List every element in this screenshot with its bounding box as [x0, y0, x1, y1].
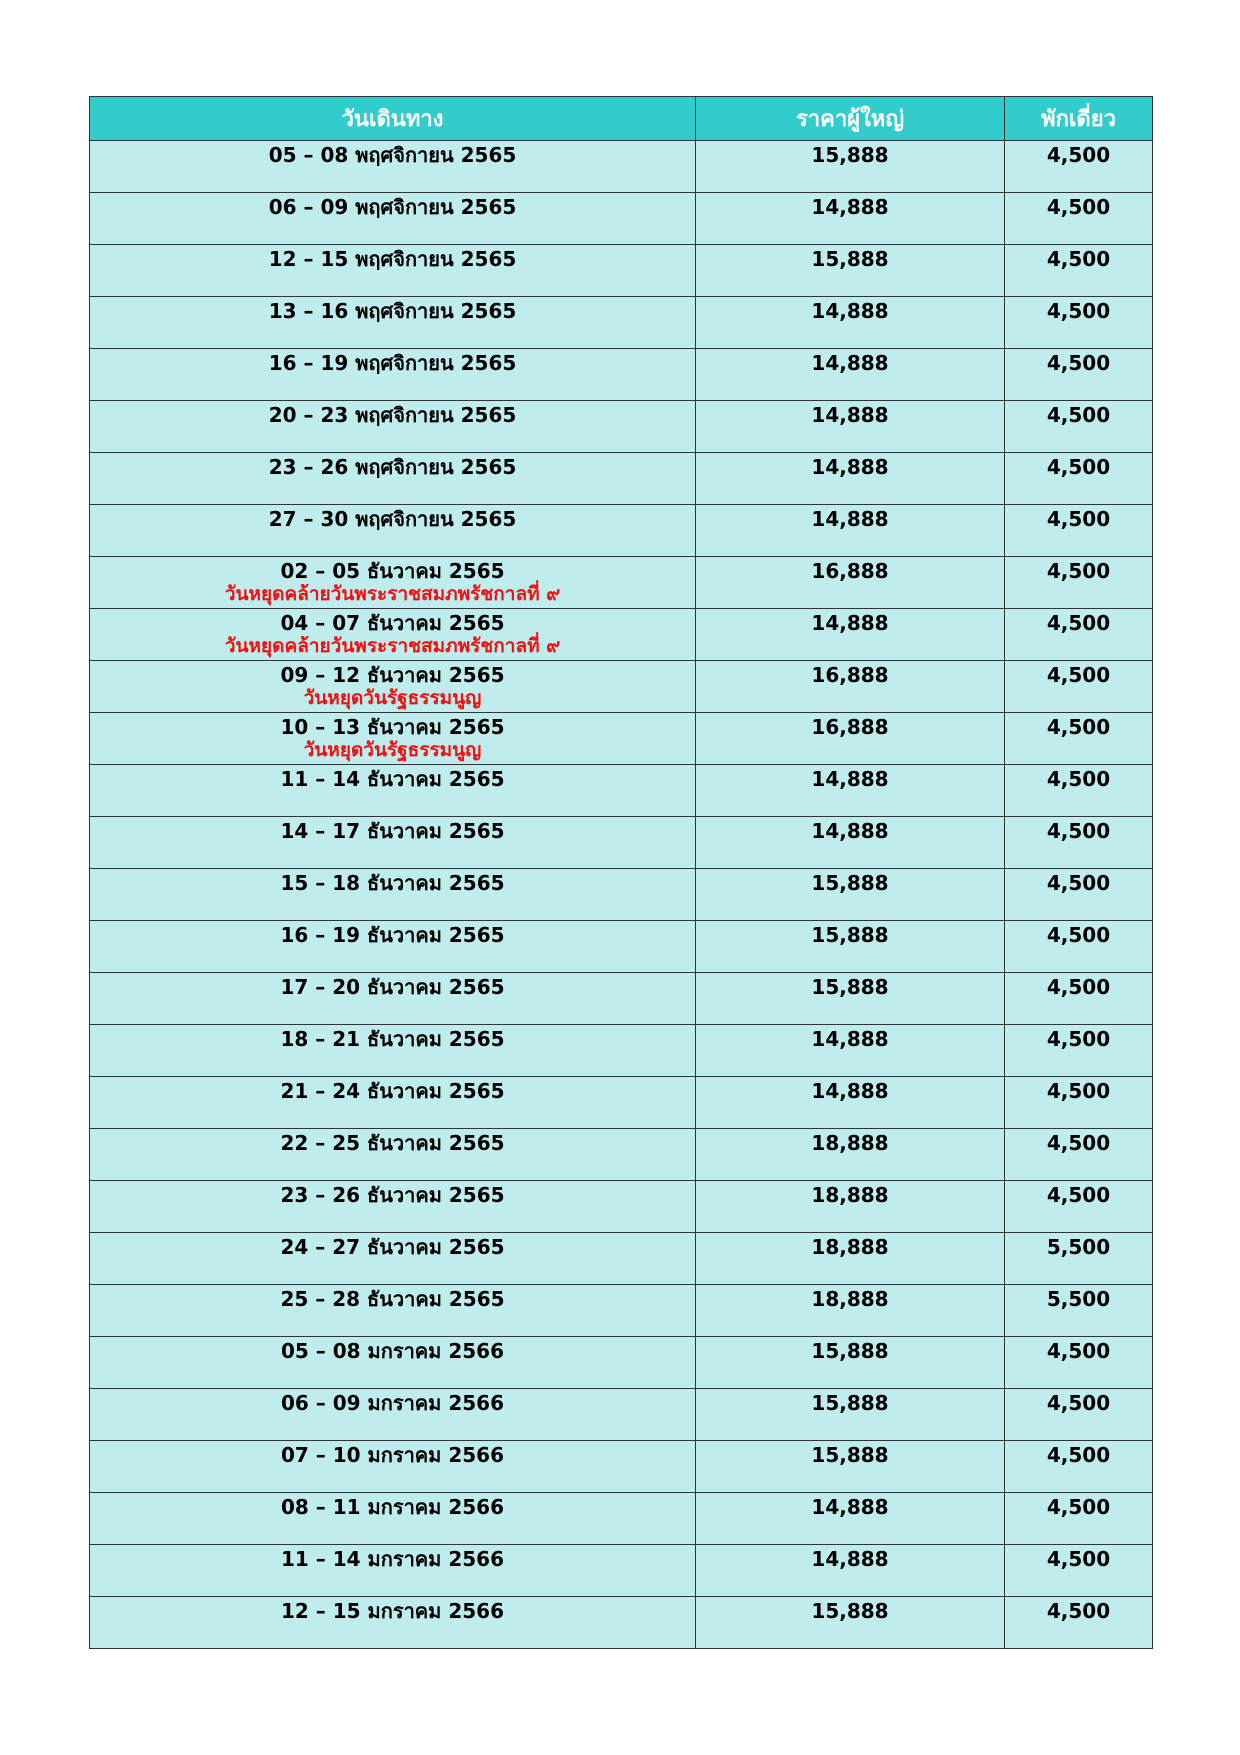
travel-date: 23 – 26 พฤศจิกายน 2565 — [268, 455, 517, 479]
single-supplement-cell: 5,500 — [1005, 1285, 1153, 1337]
single-supplement-cell: 5,500 — [1005, 1233, 1153, 1285]
single-supplement-cell: 4,500 — [1005, 1597, 1153, 1649]
single-supplement-cell: 4,500 — [1005, 505, 1153, 557]
travel-date-cell — [90, 1025, 696, 1077]
table-row — [90, 713, 1153, 765]
table-row — [90, 1545, 1153, 1597]
adult-price-cell: 14,888 — [696, 1545, 1005, 1597]
single-supplement-cell: 4,500 — [1005, 1493, 1153, 1545]
travel-date: 10 – 13 ธันวาคม 2565 — [280, 715, 505, 739]
header-travel-date: วันเดินทาง — [90, 97, 696, 141]
single-supplement-cell: 4,500 — [1005, 1077, 1153, 1129]
adult-price-cell: 14,888 — [696, 817, 1005, 869]
travel-date-cell — [90, 245, 696, 297]
travel-date-cell — [90, 661, 696, 713]
travel-date: 25 – 28 ธันวาคม 2565 — [280, 1287, 505, 1311]
single-supplement-cell: 4,500 — [1005, 713, 1153, 765]
single-supplement-cell: 4,500 — [1005, 401, 1153, 453]
single-supplement-cell: 4,500 — [1005, 765, 1153, 817]
table-row — [90, 1025, 1153, 1077]
travel-date-cell — [90, 193, 696, 245]
price-table — [89, 96, 1153, 1649]
table-body — [90, 141, 1153, 1649]
holiday-note: วันหยุดวันรัฐธรรมนูญ — [303, 739, 482, 761]
travel-date-cell — [90, 1129, 696, 1181]
travel-date: 17 – 20 ธันวาคม 2565 — [280, 975, 505, 999]
table-row — [90, 1077, 1153, 1129]
table-row — [90, 1493, 1153, 1545]
travel-date: 11 – 14 มกราคม 2566 — [280, 1547, 504, 1571]
travel-date-cell — [90, 973, 696, 1025]
travel-date-cell — [90, 1077, 696, 1129]
travel-date-cell — [90, 921, 696, 973]
adult-price-cell: 15,888 — [696, 1597, 1005, 1649]
travel-date: 16 – 19 ธันวาคม 2565 — [280, 923, 505, 947]
adult-price-cell: 15,888 — [696, 1389, 1005, 1441]
holiday-note: วันหยุดวันรัฐธรรมนูญ — [303, 687, 482, 709]
single-supplement-cell: 4,500 — [1005, 349, 1153, 401]
single-supplement-cell: 4,500 — [1005, 245, 1153, 297]
table-row — [90, 1233, 1153, 1285]
adult-price-cell: 18,888 — [696, 1233, 1005, 1285]
travel-date: 18 – 21 ธันวาคม 2565 — [280, 1027, 505, 1051]
travel-date: 11 – 14 ธันวาคม 2565 — [280, 767, 505, 791]
travel-date-cell — [90, 453, 696, 505]
adult-price-cell: 16,888 — [696, 661, 1005, 713]
travel-date-cell — [90, 401, 696, 453]
single-supplement-cell: 4,500 — [1005, 193, 1153, 245]
table-row — [90, 349, 1153, 401]
single-supplement-cell: 4,500 — [1005, 1181, 1153, 1233]
adult-price-cell: 15,888 — [696, 1337, 1005, 1389]
table-row — [90, 453, 1153, 505]
travel-date: 24 – 27 ธันวาคม 2565 — [280, 1235, 505, 1259]
adult-price-cell: 14,888 — [696, 505, 1005, 557]
travel-date: 27 – 30 พฤศจิกายน 2565 — [268, 507, 517, 531]
adult-price-cell: 15,888 — [696, 921, 1005, 973]
table-row — [90, 1337, 1153, 1389]
holiday-note: วันหยุดคล้ายวันพระราชสมภพรัชกาลที่ ๙ — [224, 583, 561, 605]
travel-date-cell — [90, 1337, 696, 1389]
adult-price-cell: 14,888 — [696, 453, 1005, 505]
travel-date-cell — [90, 505, 696, 557]
adult-price-cell: 18,888 — [696, 1285, 1005, 1337]
single-supplement-cell: 4,500 — [1005, 817, 1153, 869]
single-supplement-cell: 4,500 — [1005, 1129, 1153, 1181]
single-supplement-cell: 4,500 — [1005, 1389, 1153, 1441]
single-supplement-cell: 4,500 — [1005, 453, 1153, 505]
single-supplement-cell: 4,500 — [1005, 1337, 1153, 1389]
header-row — [90, 97, 1153, 141]
adult-price-cell: 15,888 — [696, 245, 1005, 297]
single-supplement-cell: 4,500 — [1005, 1441, 1153, 1493]
table-row — [90, 1441, 1153, 1493]
travel-date-cell — [90, 713, 696, 765]
travel-date: 20 – 23 พฤศจิกายน 2565 — [268, 403, 517, 427]
adult-price-cell: 18,888 — [696, 1129, 1005, 1181]
table-row — [90, 557, 1153, 609]
table-header — [90, 97, 1153, 141]
travel-date-cell — [90, 1597, 696, 1649]
table-row — [90, 973, 1153, 1025]
holiday-note: วันหยุดคล้ายวันพระราชสมภพรัชกาลที่ ๙ — [224, 635, 561, 657]
table-row — [90, 661, 1153, 713]
travel-date-cell — [90, 1441, 696, 1493]
travel-date: 04 – 07 ธันวาคม 2565 — [280, 611, 505, 635]
adult-price-cell: 14,888 — [696, 193, 1005, 245]
travel-date-cell — [90, 1233, 696, 1285]
table-row — [90, 921, 1153, 973]
adult-price-cell: 15,888 — [696, 973, 1005, 1025]
travel-date-cell — [90, 869, 696, 921]
travel-date-cell — [90, 1285, 696, 1337]
table-row — [90, 609, 1153, 661]
travel-date-cell — [90, 1181, 696, 1233]
adult-price-cell: 15,888 — [696, 141, 1005, 193]
adult-price-cell: 15,888 — [696, 869, 1005, 921]
adult-price-cell: 14,888 — [696, 609, 1005, 661]
travel-date: 12 – 15 มกราคม 2566 — [280, 1599, 504, 1623]
table-row — [90, 1285, 1153, 1337]
travel-date-cell — [90, 609, 696, 661]
adult-price-cell: 14,888 — [696, 1493, 1005, 1545]
adult-price-cell: 18,888 — [696, 1181, 1005, 1233]
single-supplement-cell: 4,500 — [1005, 973, 1153, 1025]
travel-date-cell — [90, 1545, 696, 1597]
table-row — [90, 401, 1153, 453]
single-supplement-cell: 4,500 — [1005, 921, 1153, 973]
travel-date-cell — [90, 765, 696, 817]
single-supplement-cell: 4,500 — [1005, 609, 1153, 661]
table-row — [90, 1389, 1153, 1441]
adult-price-cell: 14,888 — [696, 401, 1005, 453]
table-row — [90, 817, 1153, 869]
table-row — [90, 1597, 1153, 1649]
table-row — [90, 505, 1153, 557]
single-supplement-cell: 4,500 — [1005, 141, 1153, 193]
table-row — [90, 869, 1153, 921]
single-supplement-cell: 4,500 — [1005, 661, 1153, 713]
travel-date: 06 – 09 พฤศจิกายน 2565 — [268, 195, 517, 219]
adult-price-cell: 14,888 — [696, 349, 1005, 401]
adult-price-cell: 14,888 — [696, 765, 1005, 817]
adult-price-cell: 15,888 — [696, 1441, 1005, 1493]
travel-date-cell — [90, 1493, 696, 1545]
single-supplement-cell: 4,500 — [1005, 869, 1153, 921]
travel-date: 06 – 09 มกราคม 2566 — [280, 1391, 504, 1415]
travel-date: 05 – 08 มกราคม 2566 — [280, 1339, 504, 1363]
single-supplement-cell: 4,500 — [1005, 557, 1153, 609]
travel-date: 15 – 18 ธันวาคม 2565 — [280, 871, 505, 895]
single-supplement-cell: 4,500 — [1005, 1025, 1153, 1077]
travel-date-cell — [90, 297, 696, 349]
adult-price-cell: 14,888 — [696, 297, 1005, 349]
travel-date: 22 – 25 ธันวาคม 2565 — [280, 1131, 505, 1155]
travel-date: 07 – 10 มกราคม 2566 — [280, 1443, 504, 1467]
travel-date: 08 – 11 มกราคม 2566 — [280, 1495, 504, 1519]
travel-date-cell — [90, 817, 696, 869]
single-supplement-cell: 4,500 — [1005, 297, 1153, 349]
travel-date-cell — [90, 557, 696, 609]
travel-date: 13 – 16 พฤศจิกายน 2565 — [268, 299, 517, 323]
travel-date: 09 – 12 ธันวาคม 2565 — [280, 663, 505, 687]
travel-date: 02 – 05 ธันวาคม 2565 — [280, 559, 505, 583]
table-row — [90, 765, 1153, 817]
adult-price-cell: 16,888 — [696, 713, 1005, 765]
travel-date: 14 – 17 ธันวาคม 2565 — [280, 819, 505, 843]
travel-date-cell — [90, 349, 696, 401]
header-adult-price: ราคาผู้ใหญ่ — [696, 97, 1005, 141]
table-row — [90, 297, 1153, 349]
adult-price-cell: 14,888 — [696, 1025, 1005, 1077]
travel-date: 16 – 19 พฤศจิกายน 2565 — [268, 351, 517, 375]
table-row — [90, 1181, 1153, 1233]
header-single-supplement: พักเดี่ยว — [1005, 97, 1153, 141]
table-row — [90, 141, 1153, 193]
travel-date: 05 – 08 พฤศจิกายน 2565 — [268, 143, 517, 167]
travel-date-cell — [90, 141, 696, 193]
table-row — [90, 1129, 1153, 1181]
travel-date: 21 – 24 ธันวาคม 2565 — [280, 1079, 505, 1103]
table-row — [90, 245, 1153, 297]
travel-date-cell — [90, 1389, 696, 1441]
adult-price-cell: 16,888 — [696, 557, 1005, 609]
table-row — [90, 193, 1153, 245]
adult-price-cell: 14,888 — [696, 1077, 1005, 1129]
travel-date: 23 – 26 ธันวาคม 2565 — [280, 1183, 505, 1207]
single-supplement-cell: 4,500 — [1005, 1545, 1153, 1597]
travel-date: 12 – 15 พฤศจิกายน 2565 — [268, 247, 517, 271]
